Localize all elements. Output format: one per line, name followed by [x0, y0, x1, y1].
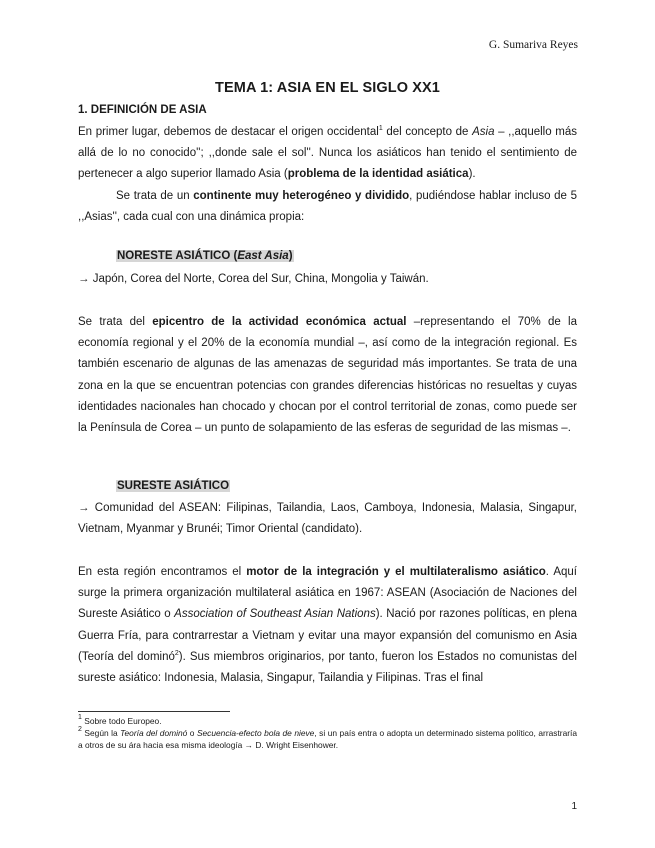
paragraph-heterogeneo: Se trata de un continente muy heterogéneo y dividido, pudiéndose hablar incluso de 5 ,,Asias'', cada cual con una dinámica propia: [78, 190, 577, 224]
footnote-divider [78, 711, 230, 712]
paragraph-noreste: Se trata del epicentro de la actividad económica actual –representando el 70% de la economía regional y el 20% de la economía mundial –, así como de la integración regional. Es también escenario de algunas de las amenazas de seguridad más importantes. Se trata de una zona en la que se encuentran potencias con grandes diferencias históricas no resueltas y cuyas identidades nacionales han chocado y chocan por el control territorial de zonas, como puede ser la Península de Corea – un punto de solapamiento de las esferas de seguridad de las mismas –. [78, 316, 577, 435]
noreste-countries: → Japón, Corea del Norte, Corea del Sur, China, Mongolia y Taiwán. [78, 273, 429, 285]
page-header-author: G. Sumariva Reyes [488, 39, 578, 51]
footnote-2: $^2$ Según la Teoría del dominó o Secuencia-efecto bola de nieve, si un país entra o adopta un determinado sistema político, arrastraría a otros de su ára hacia esa misma ideología → D. Wright Eisenhower. [78, 726, 578, 750]
footnote-ref-1[interactable]: 1 [378, 125, 383, 132]
sureste-countries: → Comunidad del ASEAN: Filipinas, Tailandia, Laos, Camboya, Indonesia, Malasia, Singapur, Vietnam, Myanmar y Brunéi; Timor Oriental (candidato). [78, 502, 577, 536]
page-number: 1 [571, 801, 577, 812]
footnote-1: $^1$ Sobre todo Europeo. [78, 714, 162, 726]
section-heading-sureste: SURESTE ASIÁTICO [117, 480, 230, 492]
section-heading-definicion: 1. DEFINICIÓN DE ASIA [78, 104, 207, 116]
page-title: TEMA 1: ASIA EN EL SIGLO XX1 [215, 80, 440, 96]
footnote-ref-2[interactable]: 2 [174, 649, 179, 657]
paragraph-definicion: En primer lugar, debemos de destacar el origen occidental$^1$ del concepto de Asia – ,,aquello más allá de lo no conocido''; ,,donde sale el sol''. Nunca los asiáticos han tenido el sentimiento de pertenecer a algo superior llamado Asia (problema de la identidad asiática). [78, 125, 577, 181]
section-heading-noreste: NORESTE ASIÁTICO (East Asia) [117, 250, 293, 262]
paragraph-sureste: En esta región encontramos el motor de la integración y el multilateralismo asiático. Aquí surge la primera organización multilateral asiática en 1967: ASEAN (Asociación de Naciones del Sureste Asiático o Association of Southeast Asian Nations). Nació por razones políticas, en plena Guerra Fría, para contrarrestar a Vietnam y evitar una mayor expansión del comunismo en Asia (Teoría del dominó$^2$). Sus miembros originarios, por tanto, fueron los Estados no comunistas del sureste asiático: Indonesia, Malasia, Singapur, Tailandia y Filipinas. Tras el final [78, 566, 577, 685]
